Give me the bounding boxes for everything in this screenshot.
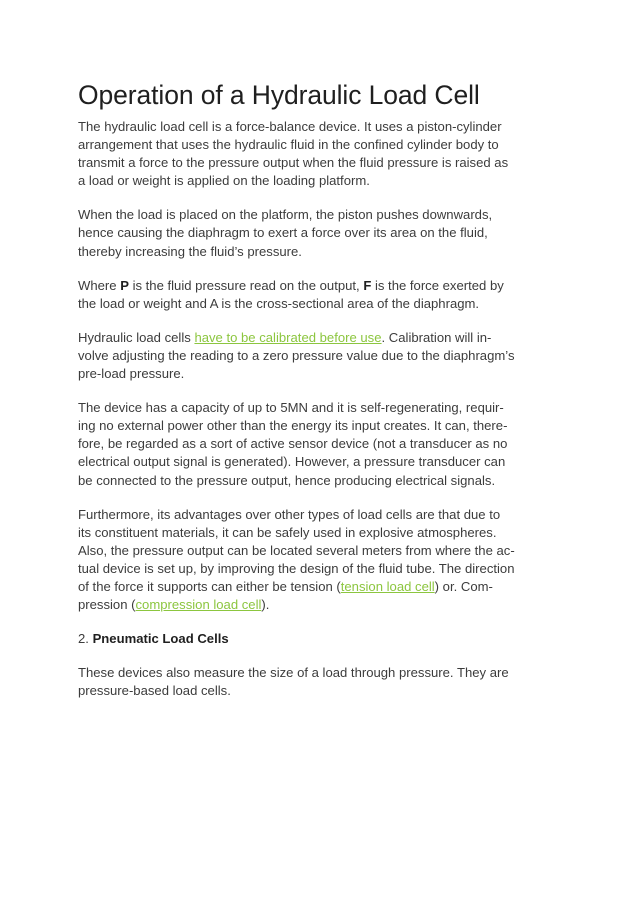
tension-load-cell-link[interactable]: tension load cell [340, 578, 435, 594]
symbol-p: P [120, 277, 129, 293]
paragraph-formula-terms [78, 277, 568, 313]
text-line: pressure-based load cells. [78, 683, 231, 699]
text-fragment: is the fluid pressure read on the output, [128, 277, 364, 293]
text-line [78, 277, 568, 295]
text-line: pre-load pressure. [78, 366, 185, 382]
text-line: tual device is set up, by improving the design of the fluid tube. The direction [78, 560, 515, 576]
document-page [78, 78, 568, 716]
text-fragment: . Calibration will in- [381, 329, 492, 345]
text-fragment: ). [261, 597, 270, 613]
text-line: Furthermore, its advantages over other types of load cells are that due to [78, 506, 501, 522]
calibration-link[interactable]: have to be calibrated before use [194, 329, 382, 345]
paragraph-advantages [78, 506, 568, 615]
section-title: Pneumatic Load Cells [92, 631, 229, 647]
paragraph-load-placement [78, 206, 568, 260]
text-line: fore, be regarded as a sort of active sensor device (not a transducer as no [78, 436, 508, 452]
compression-load-cell-link[interactable]: compression load cell [135, 597, 262, 613]
text-fragment: ) or. Com- [434, 578, 493, 594]
text-line: thereby increasing the fluid’s pressure. [78, 243, 302, 259]
text-line: When the load is placed on the platform, the piston pushes downwards, [78, 207, 493, 223]
section-number: 2. [78, 631, 93, 647]
text-fragment: Hydraulic load cells [78, 329, 195, 345]
text-line: volve adjusting the reading to a zero pressure value due to the diaphragm’s [78, 347, 515, 363]
text-line [78, 596, 568, 614]
paragraph-calibration [78, 329, 568, 383]
text-fragment: Where [78, 277, 121, 293]
text-line: arrangement that uses the hydraulic fluid in the confined cylinder body to [78, 137, 499, 153]
paragraph-capacity [78, 399, 568, 489]
text-fragment: is the force exerted by [371, 277, 504, 293]
text-line: electrical output signal is generated). However, a pressure transducer can [78, 454, 506, 470]
text-line: ing no external power other than the energy its input creates. It can, there- [78, 418, 508, 434]
text-line: The device has a capacity of up to 5MN and it is self-regenerating, requir- [78, 400, 504, 416]
text-line: These devices also measure the size of a load through pressure. They are [78, 665, 509, 681]
text-line: be connected to the pressure output, hence producing electrical signals. [78, 472, 496, 488]
text-line: transmit a force to the pressure output when the fluid pressure is raised as [78, 155, 509, 171]
page-title: Operation of a Hydraulic Load Cell [78, 80, 480, 110]
text-line: hence causing the diaphragm to exert a force over its area on the fluid, [78, 225, 488, 241]
text-fragment: pression ( [78, 597, 136, 613]
paragraph-pneumatic [78, 664, 568, 700]
symbol-f: F [363, 277, 372, 293]
text-line: the load or weight and A is the cross-sectional area of the diaphragm. [78, 295, 480, 311]
text-line [78, 578, 568, 596]
text-fragment: of the force it supports can either be tension ( [78, 578, 341, 594]
text-line: its constituent materials, it can be safely used in explosive atmospheres. [78, 524, 497, 540]
text-line: The hydraulic load cell is a force-balance device. It uses a piston-cylinder [78, 119, 502, 134]
text-line [78, 329, 568, 347]
text-line: a load or weight is applied on the loading platform. [78, 173, 370, 189]
paragraph-intro [78, 118, 568, 190]
section-heading-pneumatic [78, 630, 568, 648]
text-line: Also, the pressure output can be located several meters from where the ac- [78, 542, 515, 558]
